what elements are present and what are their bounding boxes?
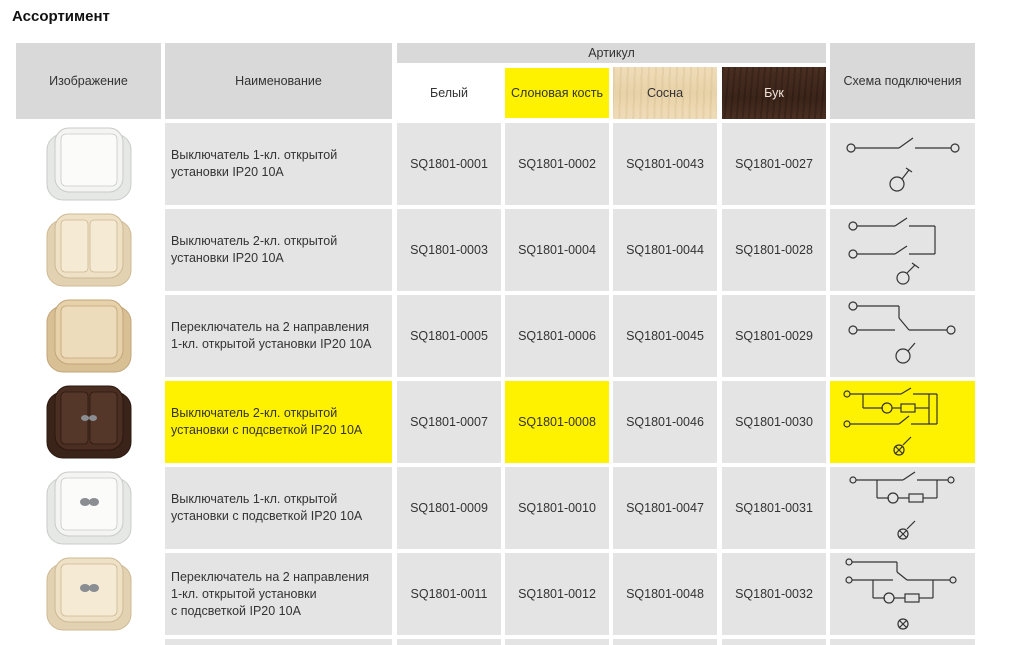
- code-beech: SQ1801-0027: [722, 123, 826, 205]
- switch-photo: [41, 210, 137, 290]
- code-pine: SQ1801-0044: [613, 209, 717, 291]
- code-white: SQ1801-0001: [397, 123, 501, 205]
- wiring-scheme: [830, 123, 975, 205]
- table-row: [830, 639, 975, 645]
- code-beech: SQ1801-0032: [722, 553, 826, 635]
- code-ivory: SQ1801-0008: [505, 381, 609, 463]
- header-scheme: Схема подключения: [830, 43, 975, 119]
- wiring-diagram-icon: [833, 382, 973, 462]
- product-image: [16, 209, 161, 291]
- table-row: [397, 639, 501, 645]
- header-image: Изображение: [16, 43, 161, 119]
- product-image: [16, 123, 161, 205]
- code-beech: SQ1801-0030: [722, 381, 826, 463]
- code-ivory: SQ1801-0006: [505, 295, 609, 377]
- table-row: [505, 639, 609, 645]
- code-ivory: SQ1801-0012: [505, 553, 609, 635]
- page-title: Ассортимент: [12, 8, 110, 25]
- product-name: Переключатель на 2 направления 1-кл. открытой установки с подсветкой IP20 10А: [165, 553, 392, 635]
- code-pine: SQ1801-0045: [613, 295, 717, 377]
- header-color-ivory: Слоновая кость: [505, 68, 609, 118]
- code-ivory: SQ1801-0010: [505, 467, 609, 549]
- switch-photo: [41, 554, 137, 634]
- code-pine: SQ1801-0043: [613, 123, 717, 205]
- wiring-scheme: [830, 553, 975, 635]
- product-name: Переключатель на 2 направления 1-кл. открытой установки IP20 10А: [165, 295, 392, 377]
- wiring-scheme: [830, 381, 975, 463]
- switch-photo: [41, 296, 137, 376]
- code-white: SQ1801-0007: [397, 381, 501, 463]
- product-name: Выключатель 2-кл. открытой установки с подсветкой IP20 10А: [165, 381, 392, 463]
- product-name: Выключатель 1-кл. открытой установки IP20 10А: [165, 123, 392, 205]
- product-name: Выключатель 1-кл. открытой установки с подсветкой IP20 10А: [165, 467, 392, 549]
- wiring-scheme: [830, 209, 975, 291]
- code-beech: SQ1801-0028: [722, 209, 826, 291]
- product-name: Выключатель 2-кл. открытой установки IP20 10А: [165, 209, 392, 291]
- header-color-white: Белый: [429, 86, 468, 100]
- product-image: [16, 467, 161, 549]
- wiring-diagram-icon: [833, 210, 973, 290]
- header-article: Артикул: [397, 43, 826, 63]
- code-white: SQ1801-0005: [397, 295, 501, 377]
- code-pine: SQ1801-0046: [613, 381, 717, 463]
- code-pine: SQ1801-0047: [613, 467, 717, 549]
- wiring-diagram-icon: [833, 296, 973, 376]
- wiring-diagram-icon: [833, 124, 973, 204]
- wiring-diagram-icon: [833, 554, 973, 634]
- product-image: [16, 295, 161, 377]
- code-ivory: SQ1801-0004: [505, 209, 609, 291]
- code-beech: SQ1801-0031: [722, 467, 826, 549]
- product-image: [16, 381, 161, 463]
- table-row: [722, 639, 826, 645]
- code-beech: SQ1801-0029: [722, 295, 826, 377]
- code-ivory: SQ1801-0002: [505, 123, 609, 205]
- code-white: SQ1801-0003: [397, 209, 501, 291]
- header-color-pine: Сосна: [613, 67, 717, 119]
- code-pine: SQ1801-0048: [613, 553, 717, 635]
- code-white: SQ1801-0011: [397, 553, 501, 635]
- header-name: Наименование: [165, 43, 392, 119]
- switch-photo: [41, 468, 137, 548]
- header-color-beech: Бук: [722, 67, 826, 119]
- wiring-scheme: [830, 467, 975, 549]
- wiring-scheme: [830, 295, 975, 377]
- code-white: SQ1801-0009: [397, 467, 501, 549]
- switch-photo: [41, 124, 137, 204]
- wiring-diagram-icon: [833, 468, 973, 548]
- table-row: [165, 639, 392, 645]
- table-row: [613, 639, 717, 645]
- product-image: [16, 553, 161, 635]
- switch-photo: [41, 382, 137, 462]
